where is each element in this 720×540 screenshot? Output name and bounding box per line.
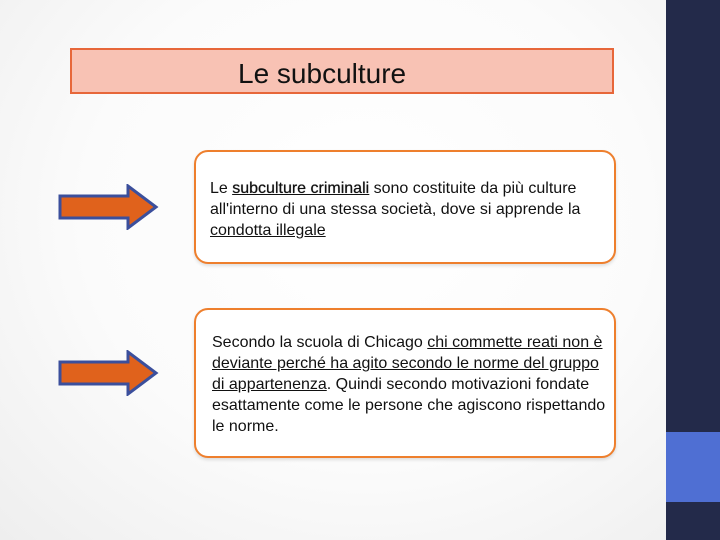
arrow-right-icon	[56, 184, 160, 230]
chicago-school-text	[212, 332, 608, 437]
text-segment: Secondo la scuola di Chicago	[212, 334, 428, 351]
underlined-term: condotta illegale	[210, 222, 326, 239]
text-segment: . Quindi secondo motivazioni fondate esattamente come le persone che agiscono rispettando le norme.	[212, 376, 606, 435]
definition-text	[210, 178, 606, 241]
chicago-school-box	[194, 308, 616, 458]
text-segment: Le	[210, 180, 233, 197]
text-segment: sono costituite da più culture all'interno di una stessa società, dove si apprende la	[210, 180, 581, 218]
title-box	[70, 48, 614, 94]
definition-box	[194, 150, 616, 264]
sidebar-accent-block	[666, 432, 720, 502]
underlined-term: subculture criminali	[232, 180, 370, 197]
page-title: Le subculture	[238, 58, 407, 89]
arrow-right-icon	[56, 350, 160, 396]
underlined-phrase: chi commette reati non è deviante perché ha agito secondo le norme del gruppo di appartenenza	[212, 334, 603, 393]
